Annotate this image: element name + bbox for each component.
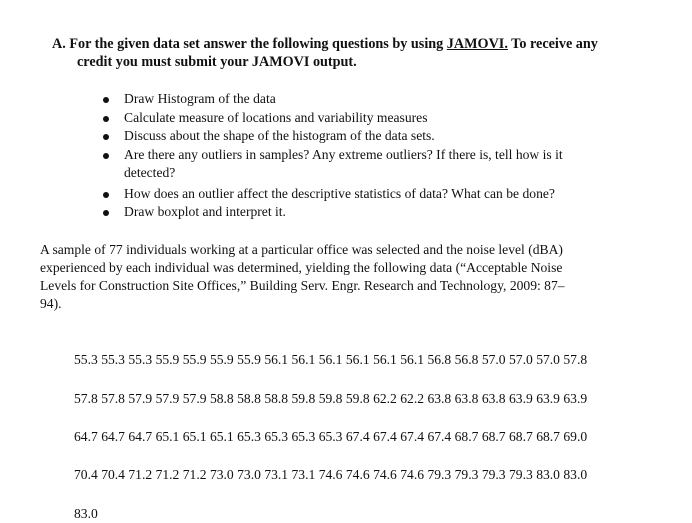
paragraph-line: A sample of 77 individuals working at a particular office was selected and the noise level (dBA) bbox=[40, 242, 563, 257]
heading-jamovi-underlined: JAMOVI. bbox=[446, 36, 508, 52]
task-item-text: Are there any outliers in samples? Any extreme outliers? If there is, tell how is it bbox=[124, 146, 563, 162]
paragraph-line: 94). bbox=[40, 296, 62, 311]
task-item bbox=[101, 109, 661, 128]
task-item bbox=[101, 90, 661, 109]
heading-line2: credit you must submit your JAMOVI output. bbox=[77, 54, 357, 70]
heading-text-part1: A. For the given data set answer the following questions by using bbox=[52, 36, 447, 52]
question-heading bbox=[52, 35, 667, 71]
data-line: 55.3 55.3 55.3 55.9 55.9 55.9 55.9 56.1 56.1 56.1 56.1 56.1 56.1 56.8 56.8 57.0 57.0 57.0 57.8 bbox=[74, 352, 588, 368]
paragraph-line: experienced by each individual was determined, yielding the following data (“Acceptable Noise bbox=[40, 260, 563, 275]
task-item-text: Calculate measure of locations and variability measures bbox=[124, 109, 428, 125]
data-line: 57.8 57.8 57.9 57.9 57.9 58.8 58.8 58.8 59.8 59.8 59.8 62.2 62.2 63.8 63.8 63.8 63.9 63.9 63.9 bbox=[74, 390, 588, 406]
data-line: 70.4 70.4 71.2 71.2 71.2 73.0 73.0 73.1 73.1 74.6 74.6 74.6 74.6 79.3 79.3 79.3 79.3 83.0 83.0 bbox=[74, 467, 588, 483]
task-item bbox=[101, 185, 661, 204]
task-item bbox=[101, 203, 661, 222]
data-line: 64.7 64.7 64.7 65.1 65.1 65.1 65.3 65.3 65.3 65.3 67.4 67.4 67.4 67.4 68.7 68.7 68.7 68.7 69.0 bbox=[74, 429, 588, 445]
task-item bbox=[101, 127, 661, 146]
heading-text-part2: To receive any bbox=[507, 36, 598, 52]
task-item-continuation bbox=[101, 164, 661, 183]
task-item-text: Discuss about the shape of the histogram of the data sets. bbox=[124, 128, 435, 143]
task-item-text: Draw Histogram of the data bbox=[124, 91, 276, 106]
bullet-icon bbox=[103, 134, 109, 140]
noise-data-values bbox=[74, 331, 664, 523]
bullet-icon bbox=[103, 116, 109, 122]
bullet-icon bbox=[103, 153, 109, 159]
task-item-text: detected? bbox=[124, 165, 176, 180]
task-item bbox=[101, 146, 661, 165]
task-list bbox=[101, 90, 661, 222]
bullet-icon bbox=[103, 97, 109, 103]
task-item-text: Draw boxplot and interpret it. bbox=[124, 204, 286, 219]
paragraph-line: Levels for Construction Site Offices,” Building Serv. Engr. Research and Technology, 2009: 87– bbox=[40, 278, 565, 293]
data-line: 83.0 bbox=[74, 505, 98, 521]
task-item-text: How does an outlier affect the descriptive statistics of data? What can be done? bbox=[124, 185, 555, 201]
bullet-icon bbox=[103, 192, 109, 198]
sample-description bbox=[40, 241, 665, 313]
bullet-icon bbox=[103, 210, 109, 216]
